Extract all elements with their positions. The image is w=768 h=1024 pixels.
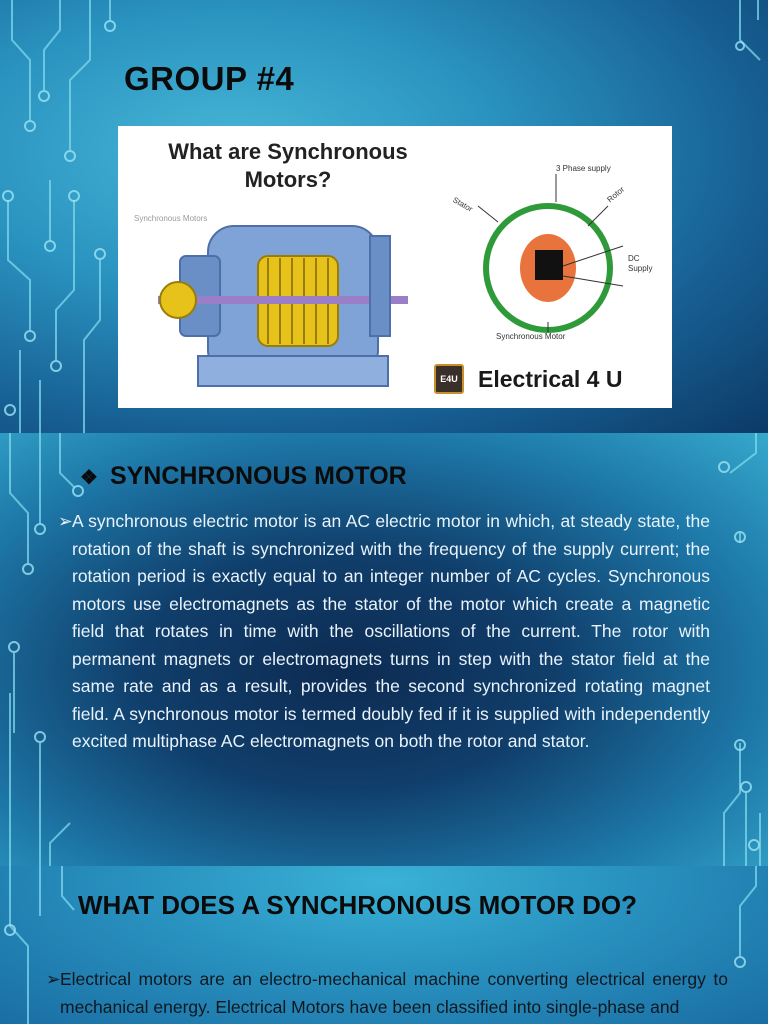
section-heading-text: SYNCHRONOUS MOTOR — [109, 462, 407, 490]
slide-title: GROUP #4 — [124, 60, 295, 97]
motor-figure — [118, 126, 672, 408]
section-heading — [80, 462, 407, 491]
body-paragraph — [58, 508, 710, 756]
figure-heading: What are Synchronous Motors? — [168, 139, 408, 192]
label-synchronous-motor: Synchronous Motor — [496, 332, 566, 341]
body-paragraph-2-text: Electrical motors are an electro-mechanical machine converting electrical energy to mechanical energy. Electrical Motors have been classified into single-phase and — [60, 969, 728, 1017]
diamond-bullet-icon: ❖ — [80, 467, 98, 489]
synchronous-motor-diagram — [478, 174, 623, 332]
motor-3d-icon — [158, 226, 408, 386]
body-paragraph-text: A synchronous electric motor is an AC electric motor in which, at steady state, the rotation of the shaft is synchronized with the frequency of the supply current; the rotation period is exactly equal to an integer number of AC cycles. Synchronous motors use electromagnets as the stator of the motor which create a magnetic field that rotates in time with the oscillations of the current. The rotor with permanent magnets or electromagnets turns in step with the stator field at the same rate and as a result, provides the second synchronized rotating magnet field. A synchronous motor is termed doubly fed if it is supplied with independently excited multiphase AC electromagnets on both the rotor and stator. — [72, 511, 710, 751]
label-stator: Stator — [451, 195, 475, 214]
brand-name: Electrical 4 U — [478, 366, 623, 392]
label-rotor: Rotor — [605, 184, 627, 205]
arrow-bullet-icon: ➢ — [46, 969, 61, 989]
brand-logo: E4U — [434, 364, 464, 394]
figure-caption-left: Synchronous Motors — [134, 214, 208, 223]
section-heading-2: WHAT DOES A SYNCHRONOUS MOTOR DO? — [78, 890, 637, 920]
label-dc: DC — [628, 254, 640, 263]
label-3-phase-supply: 3 Phase supply — [556, 164, 611, 173]
body-paragraph-2 — [46, 966, 728, 1021]
slide-1 — [0, 0, 768, 433]
arrow-bullet-icon: ➢ — [58, 511, 73, 531]
label-supply: Supply — [628, 264, 653, 273]
brand-block — [434, 360, 664, 400]
